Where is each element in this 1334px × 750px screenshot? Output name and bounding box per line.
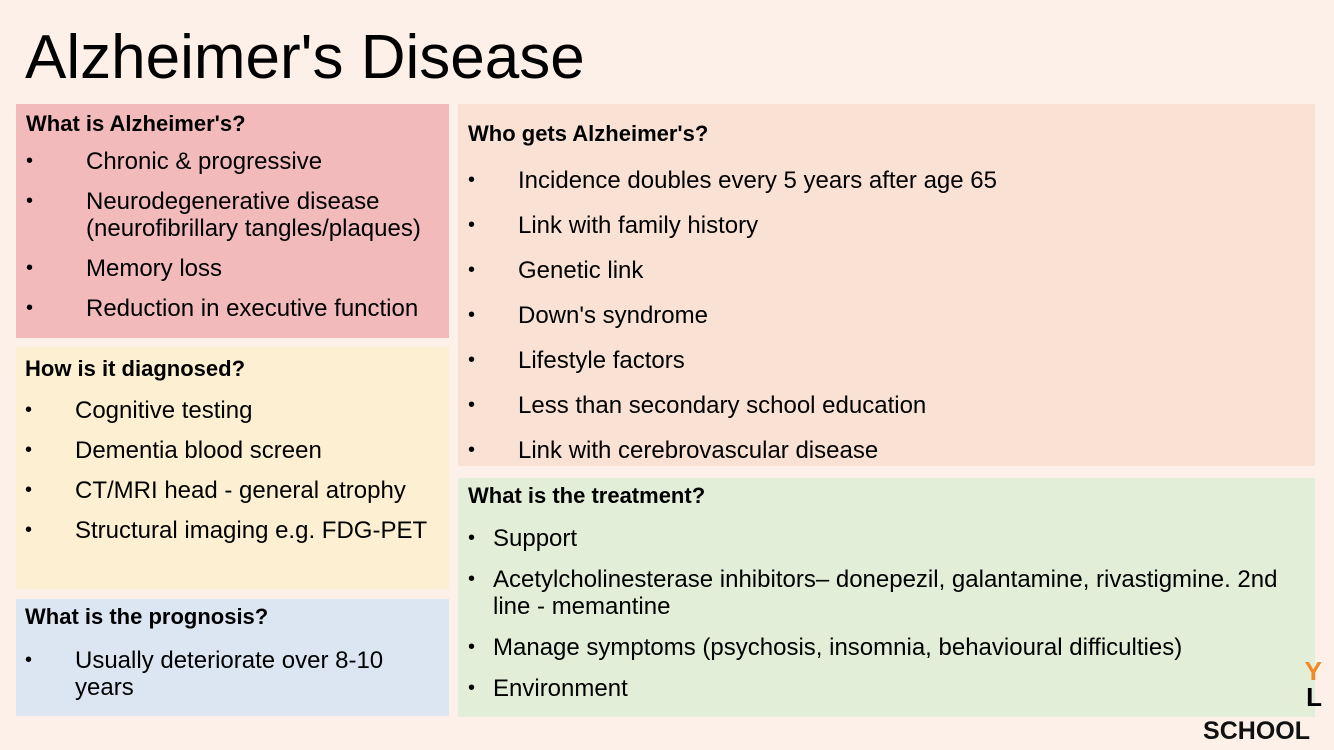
panel-heading: Who gets Alzheimer's?	[468, 121, 709, 146]
list-item: • Acetylcholinesterase inhibitors– donepezil, galantamine, rivastigmine. 2nd line - memantine	[468, 566, 1278, 620]
bullet-icon: •	[468, 636, 476, 658]
bullet-icon: •	[25, 519, 33, 541]
bullet-list	[468, 167, 1305, 464]
bullet-icon: •	[468, 214, 476, 236]
list-item: • Structural imaging e.g. FDG-PET	[25, 517, 428, 544]
list-item: • Incidence doubles every 5 years after age 65	[468, 167, 997, 194]
list-item: • Less than secondary school education	[468, 392, 927, 419]
logo-text: SCHOOL	[1203, 717, 1310, 745]
what-is-alzheimers-panel	[16, 104, 449, 338]
slide-title: Alzheimer's Disease	[25, 23, 585, 92]
bullet-list	[25, 397, 440, 544]
diagnosis-panel	[16, 347, 449, 589]
list-item: • Chronic & progressive	[26, 148, 323, 175]
bullet-icon: •	[25, 479, 33, 501]
list-item: • Memory loss	[26, 255, 223, 282]
bullet-icon: •	[26, 297, 34, 319]
bullet-icon: •	[26, 257, 34, 279]
list-item: • Usually deteriorate over 8-10 years	[25, 647, 384, 701]
bullet-icon: •	[468, 439, 476, 461]
list-item: • Genetic link	[468, 257, 644, 284]
bullet-icon: •	[468, 169, 476, 191]
panel-heading: What is the prognosis?	[25, 604, 269, 629]
panel-heading: What is Alzheimer's?	[26, 111, 246, 136]
bullet-list	[468, 525, 1305, 702]
bullet-icon: •	[25, 649, 33, 671]
bullet-icon: •	[468, 349, 476, 371]
list-item: • Dementia blood screen	[25, 437, 322, 464]
list-item: • Cognitive testing	[25, 397, 253, 424]
bullet-icon: •	[26, 150, 34, 172]
bullet-list	[26, 148, 439, 322]
bullet-icon: •	[468, 568, 476, 590]
list-item: • Support	[468, 525, 578, 552]
list-item: • Link with cerebrovascular disease	[468, 437, 879, 464]
bullet-icon: •	[26, 190, 34, 212]
bullet-icon: •	[468, 527, 476, 549]
bullet-icon: •	[25, 399, 33, 421]
prognosis-panel	[16, 599, 449, 716]
list-item: • Down's syndrome	[468, 302, 708, 329]
bullet-icon: •	[25, 439, 33, 461]
bullet-icon: •	[468, 394, 476, 416]
treatment-panel	[458, 478, 1315, 717]
list-item: • Environment	[468, 675, 628, 702]
list-item: • Reduction in executive function	[26, 295, 419, 322]
list-item: • Lifestyle factors	[468, 347, 685, 374]
list-item: • Manage symptoms (psychosis, insomnia, behavioural difficulties)	[468, 634, 1183, 661]
bullet-list	[25, 647, 440, 701]
panel-heading: What is the treatment?	[468, 483, 706, 508]
logo-letter: Y	[1304, 656, 1322, 686]
who-gets-alzheimers-panel	[458, 104, 1315, 466]
bullet-icon: •	[468, 677, 476, 699]
school-logo	[1203, 656, 1322, 746]
panel-heading: How is it diagnosed?	[25, 356, 246, 381]
logo-letter: L	[1306, 682, 1322, 712]
list-item: • CT/MRI head - general atrophy	[25, 477, 406, 504]
list-item: • Neurodegenerative disease (neurofibrillary tangles/plaques)	[26, 188, 421, 242]
bullet-icon: •	[468, 259, 476, 281]
bullet-icon: •	[468, 304, 476, 326]
list-item: • Link with family history	[468, 212, 759, 239]
